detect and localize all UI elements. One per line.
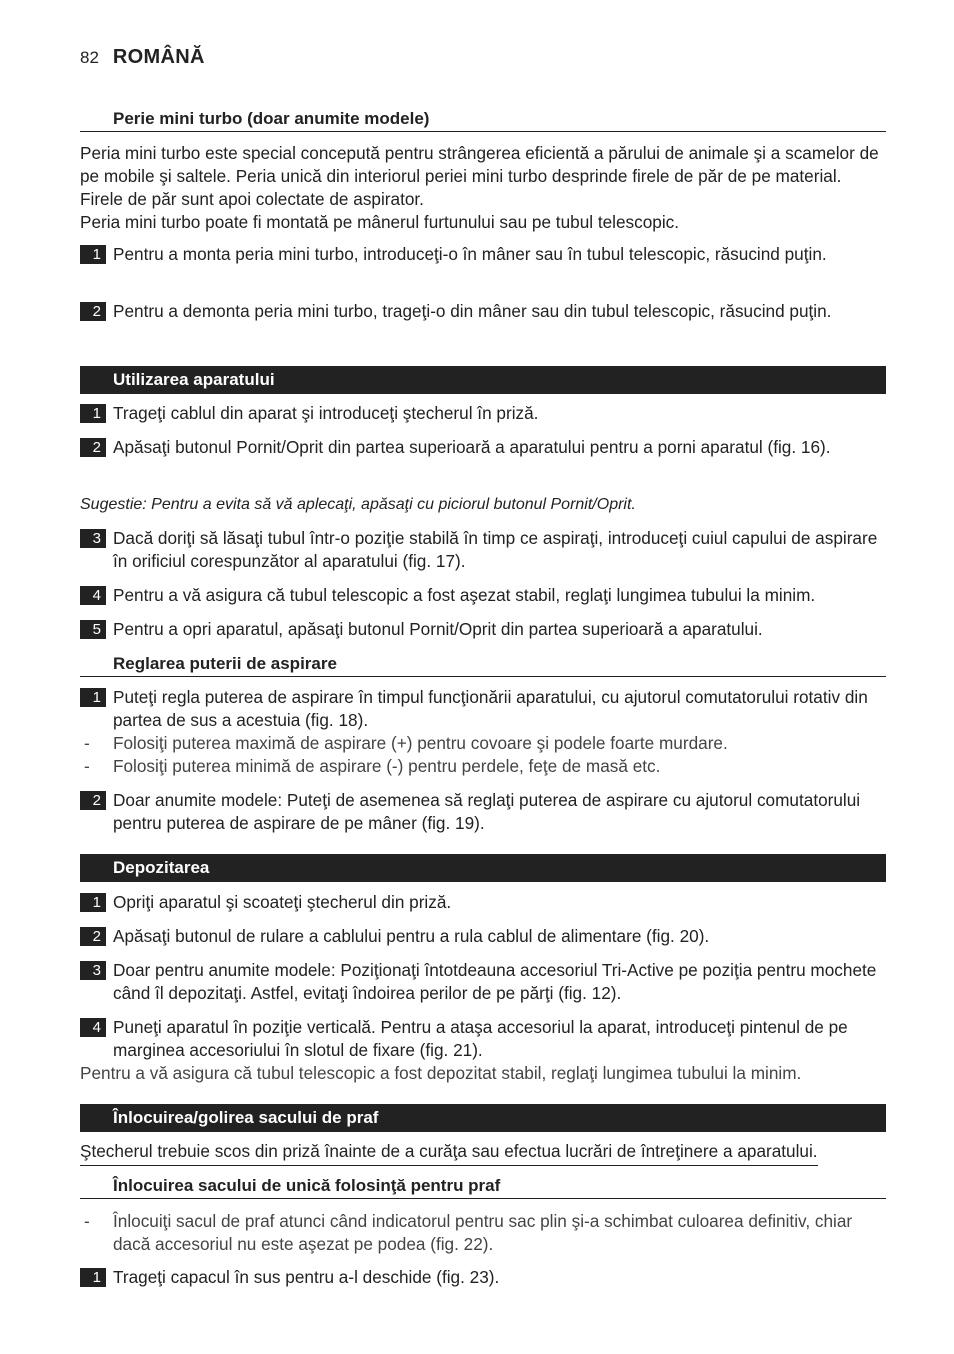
- step-number: 4: [80, 1018, 106, 1037]
- step-text: Dacă doriţi să lăsaţi tubul într-o poziţie stabilă în timp ce aspiraţi, introduceţi cuiul capului de aspirare în orificiul corespunzător al aparatului (fig. 17).: [113, 528, 878, 571]
- list-item: [80, 755, 886, 778]
- warning-text: Ştecherul trebuie scos din priză înainte de a curăţa sau efectua lucrări de întreţinere a aparatului.: [80, 1140, 818, 1166]
- step-item: [80, 243, 886, 266]
- step-item: [80, 789, 886, 835]
- dash-bullet: -: [84, 1211, 90, 1231]
- page-number: 82: [80, 48, 99, 67]
- step-text: Pentru a opri aparatul, apăsaţi butonul Pornit/Oprit din partea superioară a aparatului.: [113, 619, 763, 639]
- step-number: 1: [80, 893, 106, 912]
- section-title-disposable-bag: Înlocuirea sacului de unică folosinţă pentru praf: [80, 1177, 886, 1199]
- step-text: Pentru a vă asigura că tubul telescopic a fost aşezat stabil, reglaţi lungimea tubului la minim.: [113, 585, 816, 605]
- step-item: [80, 959, 886, 1005]
- step-item: [80, 300, 886, 323]
- bullet-text: Folosiţi puterea minimă de aspirare (-) pentru perdele, feţe de masă etc.: [113, 756, 661, 776]
- list-item: [80, 1210, 886, 1256]
- step-text: Trageţi capacul în sus pentru a-l deschide (fig. 23).: [113, 1267, 500, 1287]
- step-item: [80, 1266, 886, 1289]
- step-text: Pentru a demonta peria mini turbo, trageţi-o din mâner sau din tubul telescopic, răsucind puţin.: [113, 301, 832, 321]
- section-bar-usage: Utilizarea aparatului: [80, 366, 886, 394]
- step-number: 2: [80, 438, 106, 457]
- section-title-suction-power: Reglarea puterii de aspirare: [80, 655, 886, 677]
- warning-line: [80, 1140, 886, 1166]
- step-number: 3: [80, 961, 106, 980]
- section-bar-storage: Depozitarea: [80, 854, 886, 882]
- step-item: [80, 686, 886, 732]
- step-text: Pentru a monta peria mini turbo, introduceţi-o în mâner sau în tubul telescopic, răsucind puţin.: [113, 244, 827, 264]
- dash-bullet: -: [84, 756, 90, 776]
- step-item: [80, 618, 886, 641]
- bullet-text: Înlocuiţi sacul de praf atunci când indicatorul pentru sac plin şi-a schimbat culoarea definitiv, chiar dacă accesoriul nu este aşezat pe podea (fig. 22).: [113, 1211, 853, 1254]
- storage-note: Pentru a vă asigura că tubul telescopic a fost depozitat stabil, reglaţi lungimea tubului la minim.: [80, 1063, 802, 1083]
- step-text: Puteţi regla puterea de aspirare în timpul funcţionării aparatului, cu ajutorul comutatorului rotativ din partea de sus a acestuia (fig. 18).: [113, 687, 868, 730]
- step-text: Doar anumite modele: Puteţi de asemenea să reglaţi puterea de aspirare cu ajutorul comutatorului pentru puterea de aspirare de pe mâner (fig. 19).: [113, 790, 861, 833]
- mini-turbo-intro: Peria mini turbo este special concepută pentru strângerea eficientă a părului de animale şi a scamelor de pe mobile şi saltele. Peria unică din interiorul periei mini turbo desprinde firele de păr de pe material. Firele de păr sunt apoi colectate de aspirator.: [80, 143, 879, 209]
- step-number: 4: [80, 586, 106, 605]
- step-number: 5: [80, 620, 106, 639]
- step-number: 1: [80, 245, 106, 264]
- step-item: [80, 527, 886, 573]
- step-text: Apăsaţi butonul de rulare a cablului pentru a rula cablul de alimentare (fig. 20).: [113, 926, 710, 946]
- step-number: 1: [80, 1268, 106, 1287]
- section-title-mini-turbo: Perie mini turbo (doar anumite modele): [80, 110, 886, 132]
- step-text: Puneţi aparatul în poziţie verticală. Pentru a ataşa accesoriul la aparat, introduceţi pintenul de pe marginea accesoriului în slotul de fixare (fig. 21).: [113, 1017, 848, 1060]
- step-number: 2: [80, 302, 106, 321]
- usage-tip: Sugestie: Pentru a evita să vă aplecaţi, apăsaţi cu piciorul butonul Pornit/Oprit.: [80, 496, 636, 513]
- step-item: [80, 436, 886, 459]
- dash-bullet: -: [84, 733, 90, 753]
- step-number: 1: [80, 688, 106, 707]
- page-header: [80, 46, 205, 69]
- step-number: 1: [80, 404, 106, 423]
- mini-turbo-intro-2: Peria mini turbo poate fi montată pe mânerul furtunului sau pe tubul telescopic.: [80, 212, 680, 232]
- section-bar-dust-bag: Înlocuirea/golirea sacului de praf: [80, 1104, 886, 1132]
- step-number: 2: [80, 791, 106, 810]
- language-label: ROMÂNĂ: [112, 46, 205, 68]
- step-text: Opriţi aparatul şi scoateţi ştecherul din priză.: [113, 892, 452, 912]
- bullet-text: Folosiţi puterea maximă de aspirare (+) pentru covoare şi podele foarte murdare.: [113, 733, 728, 753]
- step-item: [80, 1016, 886, 1062]
- step-item: [80, 925, 886, 948]
- list-item: [80, 732, 886, 755]
- step-text: Apăsaţi butonul Pornit/Oprit din partea superioară a aparatului pentru a porni aparatul (fig. 16).: [113, 437, 831, 457]
- step-text: Trageţi cablul din aparat şi introduceţi ştecherul în priză.: [113, 403, 539, 423]
- step-text: Doar pentru anumite modele: Poziţionaţi întotdeauna accesoriul Tri-Active pe poziţia pentru mochete când îl depozitaţi. Astfel, evitaţi îndoirea perilor de pe părţi (fig. 12).: [113, 960, 877, 1003]
- step-item: [80, 584, 886, 607]
- step-item: [80, 891, 886, 914]
- step-number: 3: [80, 529, 106, 548]
- step-item: [80, 402, 886, 425]
- step-number: 2: [80, 927, 106, 946]
